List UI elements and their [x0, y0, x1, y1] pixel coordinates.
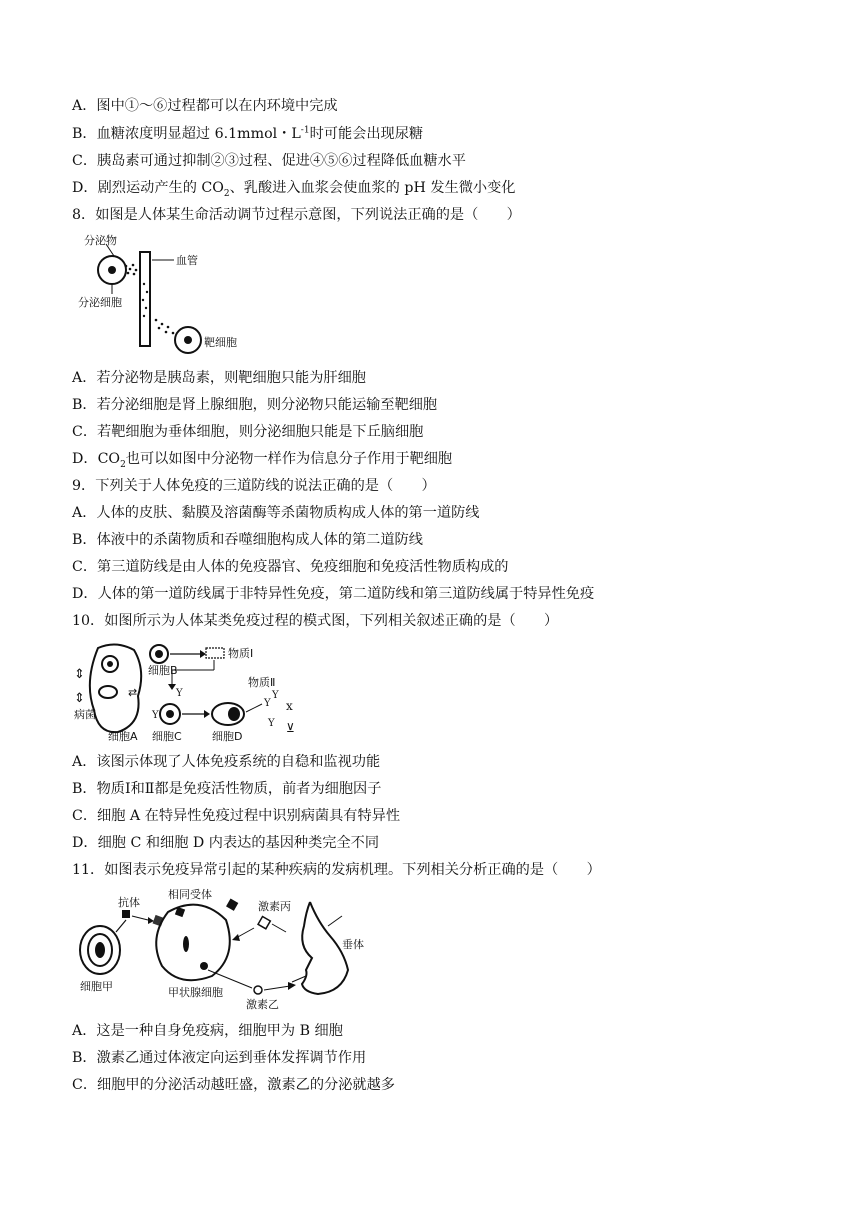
- q11-option-a: A．这是一种自身免疫病，细胞甲为 B 细胞: [72, 1023, 343, 1039]
- q9-option-b: B．体液中的杀菌物质和吞噬细胞构成人体的第二道防线: [72, 532, 423, 548]
- q11-label-same-receptor: 相同受体: [168, 888, 212, 901]
- svg-text:Y: Y: [272, 690, 279, 701]
- svg-text:Y: Y: [268, 718, 275, 729]
- svg-text:Y: Y: [152, 710, 159, 721]
- q8-stem: 8．如图是人体某生命活动调节过程示意图，下列说法正确的是（ ）: [72, 207, 521, 223]
- q11-stem: 11．如图表示免疫异常引起的某种疾病的发病机理。下列相关分析正确的是（ ）: [72, 862, 601, 878]
- svg-text:⇕: ⇕: [74, 667, 85, 682]
- q10-label-cell-a: 细胞A: [108, 730, 138, 743]
- q10-figure: [72, 640, 322, 744]
- svg-text:Y: Y: [264, 698, 271, 709]
- q10-label-substance-2: 物质Ⅱ: [248, 676, 276, 689]
- q8-option-b: B．若分泌细胞是肾上腺细胞，则分泌物只能运输至靶细胞: [72, 397, 438, 413]
- q9-option-c: C．第三道防线是由人体的免疫器官、免疫细胞和免疫活性物质构成的: [72, 559, 509, 575]
- q7-option-d: D．剧烈运动产生的 $CO_2$、乳酸进入血浆会使血浆的 pH 发生微小变化: [72, 180, 516, 199]
- q11-label-hormone-b: 激素乙: [246, 998, 279, 1011]
- svg-text:ⅹ: ⅹ: [286, 699, 293, 713]
- q8-option-d: D．$CO_2$也可以如图中分泌物一样作为信息分子作用于靶细胞: [72, 451, 453, 470]
- q10-label-pathogen: 病菌: [74, 708, 96, 721]
- q8-label-vessel: 血管: [176, 254, 198, 267]
- q7-option-c: C．胰岛素可通过抑制②③过程、促进④⑤⑥过程降低血糖水平: [72, 153, 466, 169]
- q10-option-a: A．该图示体现了人体免疫系统的自稳和监视功能: [72, 754, 381, 770]
- q10-label-cell-d: 细胞D: [212, 730, 243, 743]
- q8-option-c: C．若靶细胞为垂体细胞，则分泌细胞只能是下丘脑细胞: [72, 424, 424, 440]
- q8-label-secretion: 分泌物: [84, 234, 117, 247]
- q8-figure: [78, 234, 268, 358]
- q11-figure: [72, 886, 372, 1012]
- q11-label-thyroid-cell: 甲状腺细胞: [168, 986, 223, 999]
- q10-label-substance-1: 物质Ⅰ: [228, 647, 254, 660]
- q11-label-antibody: 抗体: [118, 896, 140, 909]
- q7-option-b: B．血糖浓度明显超过 6.1mmol・$L^{-1}$时可能会出现尿糖: [72, 125, 424, 142]
- svg-text:⇕: ⇕: [74, 691, 85, 706]
- q9-option-a: A．人体的皮肤、黏膜及溶菌酶等杀菌物质构成人体的第一道防线: [72, 505, 480, 521]
- q10-option-b: B．物质Ⅰ和Ⅱ都是免疫活性物质，前者为细胞因子: [72, 781, 382, 797]
- q8-label-target-cell: 靶细胞: [204, 336, 237, 349]
- q10-label-cell-b: 细胞B: [148, 664, 178, 677]
- q10-label-cell-c: 细胞C: [152, 730, 182, 743]
- q9-stem: 9．下列关于人体免疫的三道防线的说法正确的是（ ）: [72, 478, 436, 494]
- q11-option-b: B．激素乙通过体液定向运到垂体发挥调节作用: [72, 1050, 367, 1066]
- q11-option-c: C．细胞甲的分泌活动越旺盛，激素乙的分泌就越多: [72, 1077, 395, 1093]
- svg-text:Y: Y: [176, 688, 183, 699]
- q11-label-cell-jia: 细胞甲: [80, 980, 113, 993]
- q7-option-a: A．图中①～⑥过程都可以在内环境中完成: [72, 98, 338, 114]
- svg-text:⇄: ⇄: [128, 686, 138, 699]
- q9-option-d: D．人体的第一道防线属于非特异性免疫，第二道防线和第三道防线属于特异性免疫: [72, 586, 595, 602]
- q11-label-hormone-c: 激素丙: [258, 900, 291, 913]
- q10-stem: 10．如图所示为人体某类免疫过程的模式图，下列相关叙述正确的是（ ）: [72, 613, 559, 629]
- q8-option-a: A．若分泌物是胰岛素，则靶细胞只能为肝细胞: [72, 370, 366, 386]
- q8-label-secreting-cell: 分泌细胞: [78, 296, 122, 309]
- q10-option-c: C．细胞 A 在特异性免疫过程中识别病菌具有特异性: [72, 808, 401, 824]
- q10-option-d: D．细胞 C 和细胞 D 内表达的基因种类完全不同: [72, 835, 380, 851]
- svg-text:⊻: ⊻: [286, 721, 295, 735]
- q11-label-pituitary: 垂体: [342, 938, 364, 951]
